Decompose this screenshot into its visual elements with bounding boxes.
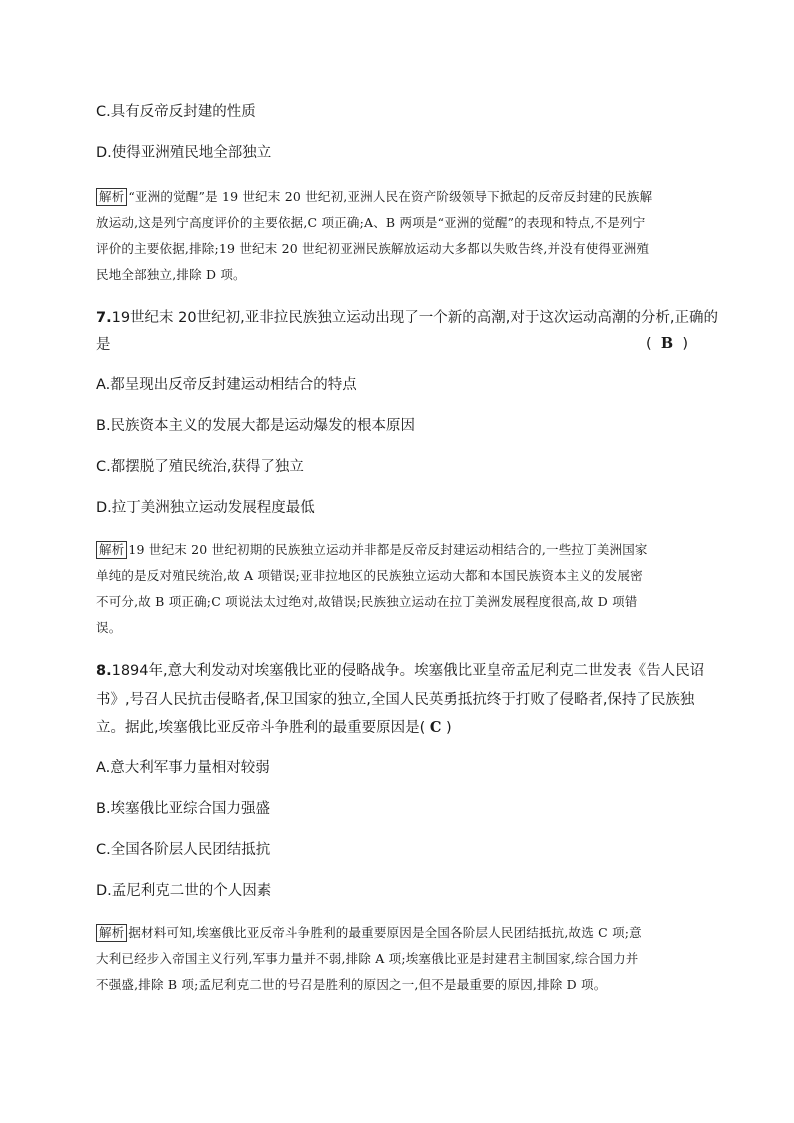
analysis-tag: 解析	[96, 188, 127, 206]
q7-analysis-line: 解析 19 世纪末 20 世纪初期的民族独立运动并非都是反帝反封建运动相结合的,一些拉丁美洲国家	[96, 540, 648, 560]
q6-analysis-line: 评价的主要依据,排除;19 世纪末 20 世纪初亚洲民族解放运动大多都以失败告终,并没有使得亚洲殖	[96, 241, 650, 256]
q7-option-c: C.都摆脱了殖民统治,获得了独立	[96, 459, 304, 475]
q7-stem: 7.19世纪末 20世纪初,亚非拉民族独立运动出现了一个新的高潮,对于这次运动高潮的分析,正确的	[96, 310, 718, 326]
q8-option-d: D.孟尼利克二世的个人因素	[96, 883, 272, 899]
q6-analysis-line: 民地全部独立,排除 D 项。	[96, 267, 246, 282]
analysis-tag: 解析	[96, 541, 127, 559]
q8-option-c: C.全国各阶层人民团结抵抗	[96, 842, 271, 858]
q8-number: 8.	[96, 663, 112, 679]
q8-analysis-line: 解析 据材料可知,埃塞俄比亚反帝斗争胜利的最重要原因是全国各阶层人民团结抵抗,故选 C 项;意	[96, 923, 642, 943]
q8-option-a: A.意大利军事力量相对较弱	[96, 760, 270, 776]
q8-analysis-line: 大利已经步入帝国主义行列,军事力量并不弱,排除 A 项;埃塞俄比亚是封建君主制国家,综合国力并	[96, 951, 639, 966]
q8-stem: 8.1894年,意大利发动对埃塞俄比亚的侵略战争。埃塞俄比亚皇帝孟尼利克二世发表《告人民诏	[96, 663, 705, 679]
q8-answer: C	[429, 719, 442, 736]
analysis-tag: 解析	[96, 924, 127, 942]
q7-answer: B	[660, 335, 674, 352]
q7-number: 7.	[96, 310, 112, 326]
q7-option-b: B.民族资本主义的发展大都是运动爆发的根本原因	[96, 418, 416, 434]
q6-option-c: C.具有反帝反封建的性质	[96, 104, 256, 120]
q6-analysis-line: 放运动,这是列宁高度评价的主要依据,C 项正确;A、B 两项是“亚洲的觉醒”的表现和特点,不是列宁	[96, 215, 646, 230]
q7-stem-line2: 是	[96, 337, 111, 353]
q7-answer-bracket: ( B )	[646, 335, 689, 352]
q8-stem-line2: 书》,号召人民抗击侵略者,保卫国家的独立,全国人民英勇抵抗终于打败了侵略者,保持了民族独	[96, 692, 695, 708]
q8-stem-line3: 立。据此,埃塞俄比亚反帝斗争胜利的最重要原因是( C )	[96, 719, 452, 736]
q7-option-d: D.拉丁美洲独立运动发展程度最低	[96, 500, 315, 516]
q7-analysis-line: 误。	[96, 620, 122, 635]
q7-option-a: A.都呈现出反帝反封建运动相结合的特点	[96, 377, 357, 393]
q8-option-b: B.埃塞俄比亚综合国力强盛	[96, 801, 271, 817]
q8-analysis-line: 不强盛,排除 B 项;孟尼利克二世的号召是胜利的原因之一,但不是最重要的原因,排除 D 项。	[96, 977, 607, 992]
q7-analysis-line: 不可分,故 B 项正确;C 项说法太过绝对,故错误;民族独立运动在拉丁美洲发展程度很高,故 D 项错	[96, 594, 638, 609]
q6-option-d: D.使得亚洲殖民地全部独立	[96, 145, 272, 161]
q6-analysis-line: 解析 “亚洲的觉醒”是 19 世纪末 20 世纪初,亚洲人民在资产阶级领导下掀起的反帝反封建的民族解	[96, 187, 652, 207]
q7-analysis-line: 单纯的是反对殖民统治,故 A 项错误;亚非拉地区的民族独立运动大都和本国民族资本主义的发展密	[96, 568, 643, 583]
